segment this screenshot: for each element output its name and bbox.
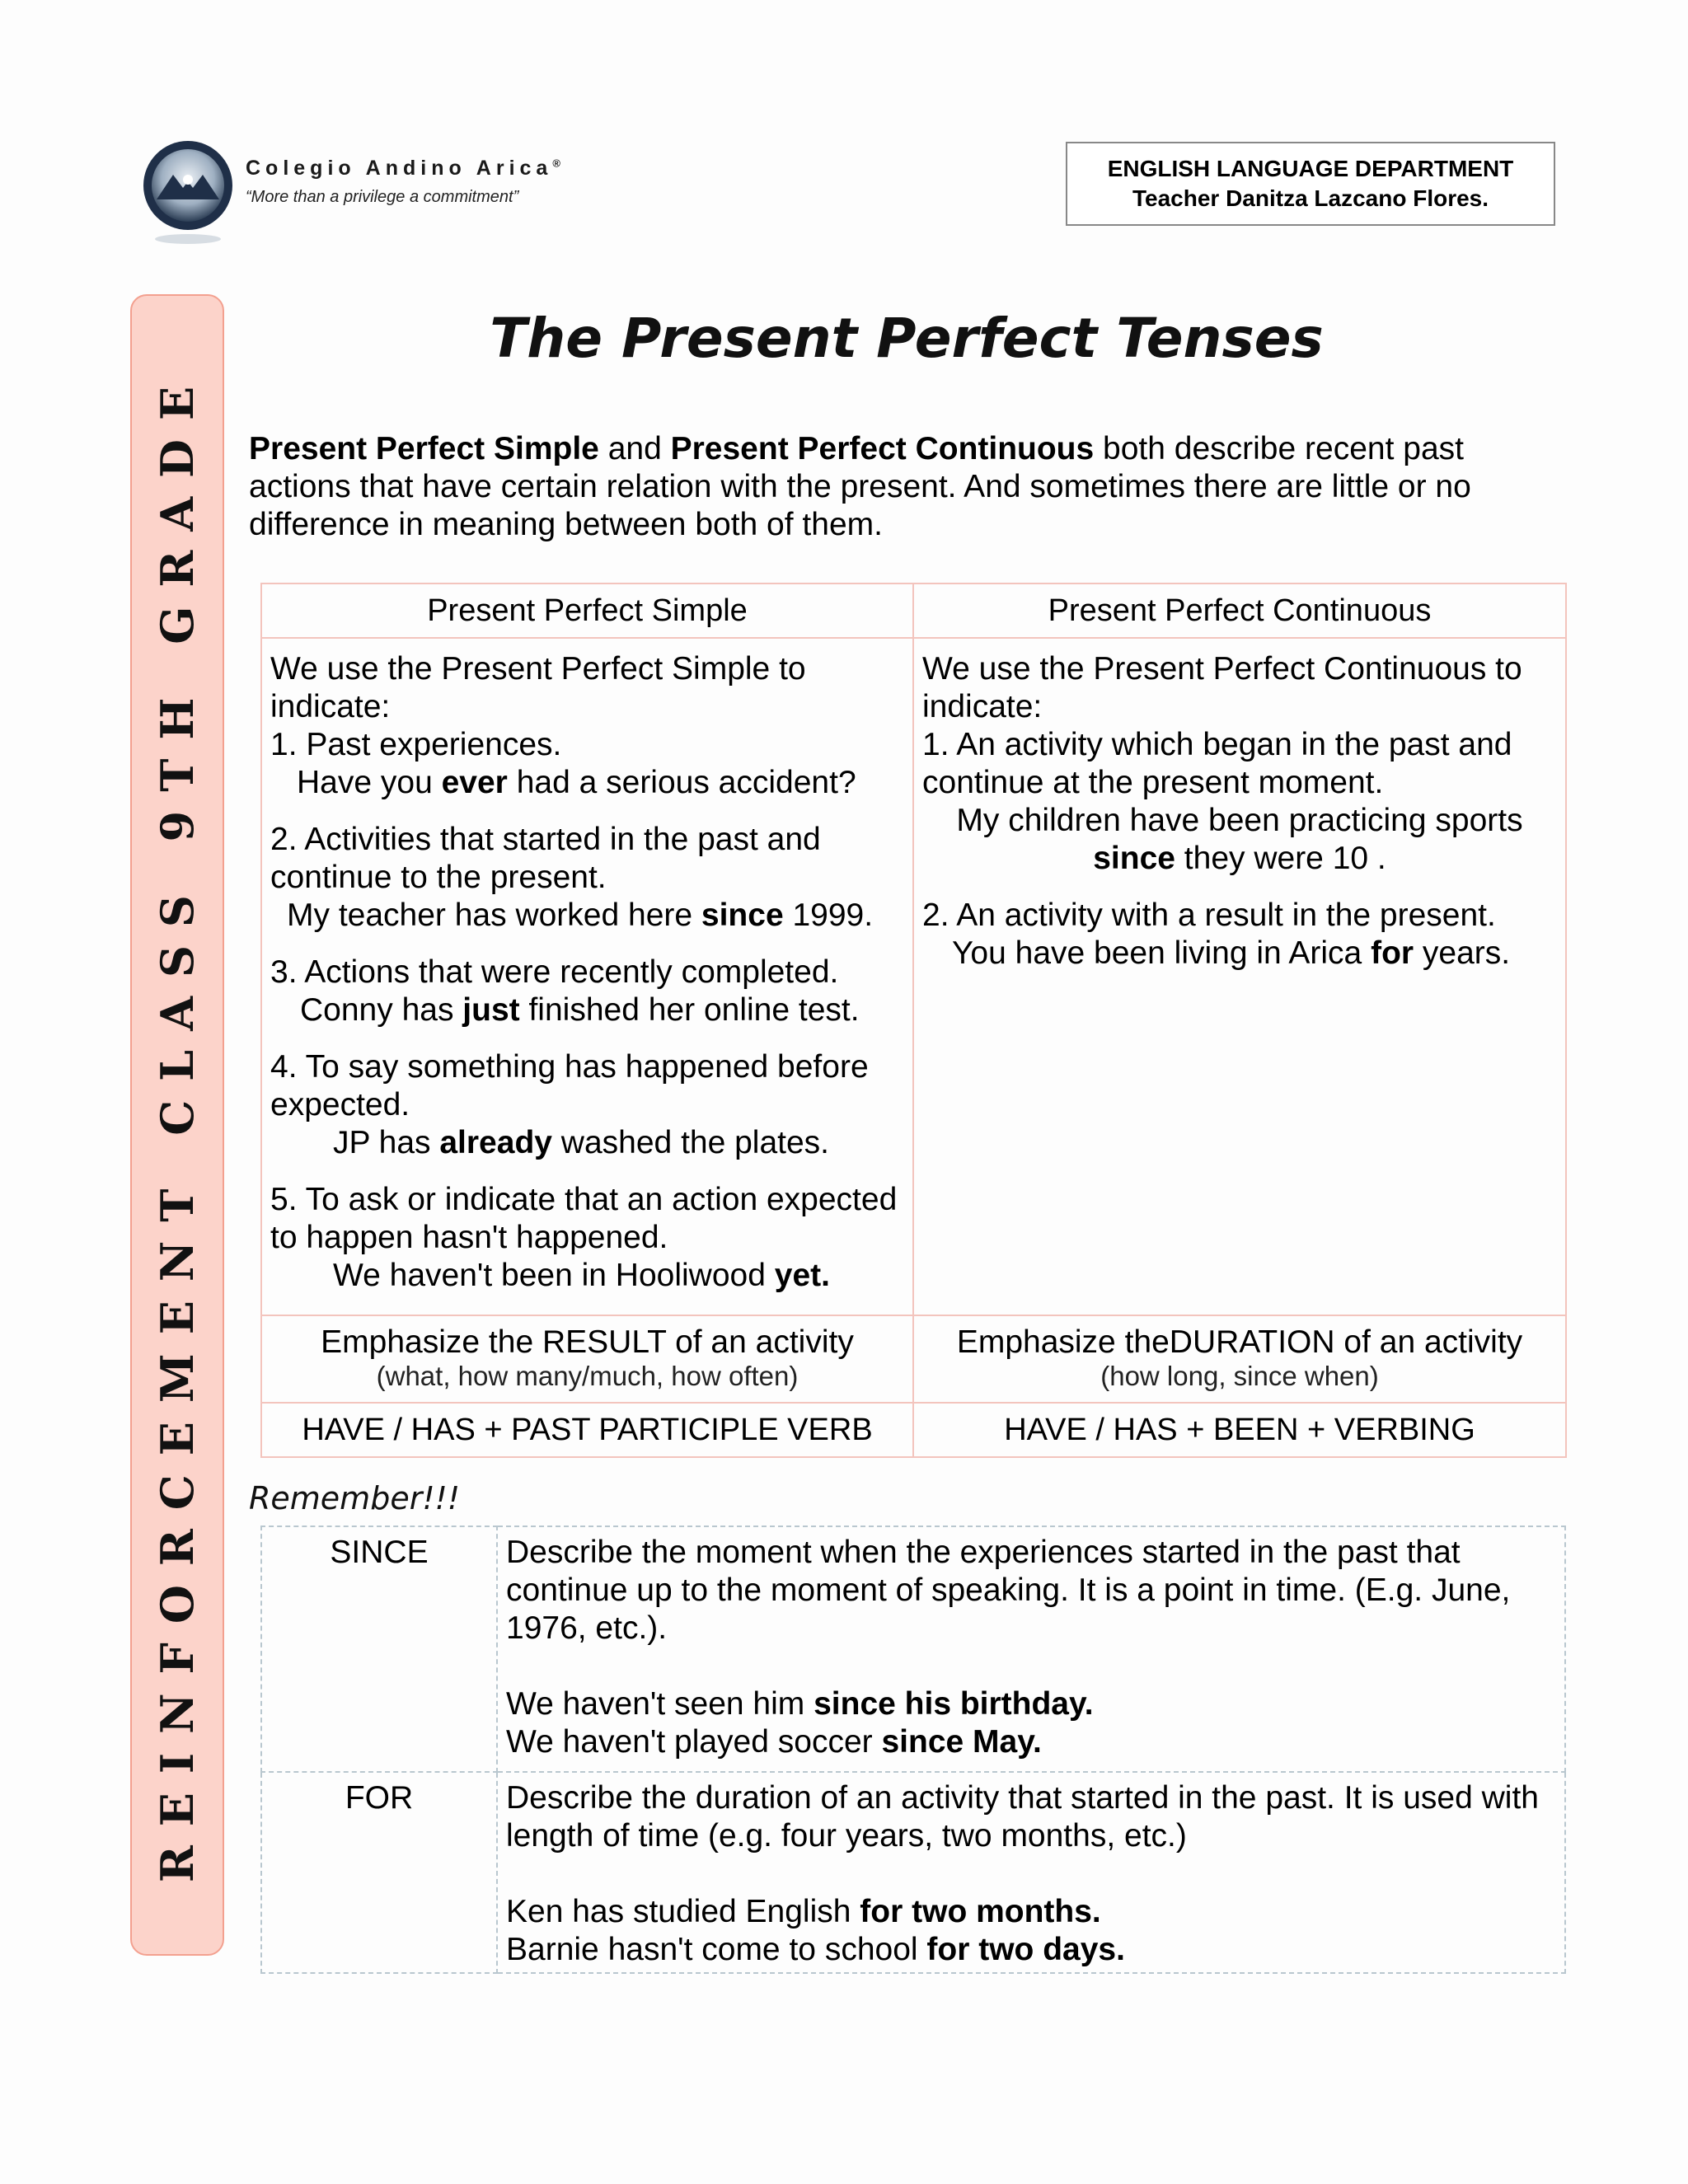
school-logo xyxy=(140,140,569,247)
remember-heading: Remember!!! xyxy=(249,1480,461,1516)
simple-formula: HAVE / HAS + PAST PARTICIPLE VERB xyxy=(261,1403,913,1457)
example-sentence: JP has already washed the plates. xyxy=(333,1125,830,1160)
continuous-usage-cell: We use the Present Perfect Continuous to indicate: 1. An activity which began in the past and continue at the present moment. My children have been practicing sports since they were 10 . 2. An activity with a result in the present. You have been living in Arica for years. xyxy=(913,638,1566,1315)
page-title: The Present Perfect Tenses xyxy=(490,307,1324,370)
example-sentence: Ken has studied English for two months. xyxy=(506,1894,1101,1929)
example-sentence: My children have been practicing sports since they were 10 . xyxy=(956,803,1523,876)
continuous-formula: HAVE / HAS + BEEN + VERBING xyxy=(913,1403,1566,1457)
header-continuous: Present Perfect Continuous xyxy=(913,583,1566,638)
simple-usage-cell: We use the Present Perfect Simple to indicate: 1. Past experiences. Have you ever had a serious accident? 2. Activities that started in the past and continue to the present. My teacher has worked here since 1999. 3. Actions that were recently completed. Conny has just finished her online test. 4. To say something has happened before expected. JP has already washed the plates. 5. To ask or indicate that an action expected to happen hasn't happened. We haven't been in Hooliwood yet. xyxy=(261,638,913,1315)
example-sentence: We haven't played soccer since May. xyxy=(506,1724,1042,1760)
department-name: ENGLISH LANGUAGE DEPARTMENT xyxy=(1107,156,1514,181)
teacher-name: Teacher Danitza Lazcano Flores. xyxy=(1132,185,1489,211)
comparison-table xyxy=(260,583,1567,1458)
for-description-cell: Describe the duration of an activity that started in the past. It is used with length of time (e.g. four years, two months, etc.) Ken has studied English for two months. Barnie hasn't come to school for two days. xyxy=(497,1772,1565,1973)
table-header-row xyxy=(261,583,1566,638)
side-tab-label: REINFORCEMENT CLASS 9TH GRADE xyxy=(151,367,204,1883)
example-sentence: Barnie hasn't come to school for two days. xyxy=(506,1932,1125,1967)
intro-paragraph: Present Perfect Simple and Present Perfect Continuous both describe recent past actions that have certain relation with the present. And sometimes there are little or no difference in meaning between both of them. xyxy=(249,431,1471,542)
formula-row xyxy=(261,1403,1566,1457)
remember-table xyxy=(260,1526,1566,1974)
example-sentence: We haven't been in Hooliwood yet. xyxy=(333,1258,830,1293)
continuous-emphasis-cell: Emphasize theDURATION of an activity (how long, since when) xyxy=(913,1315,1566,1403)
school-motto: “More than a privilege a commitment” xyxy=(246,188,519,206)
intro-term-continuous: Present Perfect Continuous xyxy=(670,431,1095,466)
for-row xyxy=(261,1772,1565,1973)
since-row xyxy=(261,1526,1565,1772)
side-tab xyxy=(130,294,224,1956)
example-sentence: You have been living in Arica for years. xyxy=(952,935,1511,971)
example-sentence: We haven't seen him since his birthday. xyxy=(506,1686,1094,1722)
header-simple: Present Perfect Simple xyxy=(261,583,913,638)
for-key: FOR xyxy=(261,1772,497,1973)
school-emblem-icon xyxy=(140,140,236,247)
simple-emphasis-cell: Emphasize the RESULT of an activity (what, how many/much, how often) xyxy=(261,1315,913,1403)
usage-row xyxy=(261,638,1566,1315)
department-box xyxy=(1066,142,1555,226)
example-sentence: Conny has just finished her online test. xyxy=(300,992,860,1028)
example-sentence: Have you ever had a serious accident? xyxy=(297,765,856,800)
since-key: SINCE xyxy=(261,1526,497,1772)
example-sentence: My teacher has worked here since 1999. xyxy=(287,898,874,933)
emphasis-row xyxy=(261,1315,1566,1403)
intro-term-simple: Present Perfect Simple xyxy=(249,431,599,466)
since-description-cell: Describe the moment when the experiences started in the past that continue up to the moment of speaking. It is a point in time. (E.g. June, 1976, etc.). We haven't seen him since his birthday. We haven't played soccer since May. xyxy=(497,1526,1565,1772)
school-name: Colegio Andino Arica® xyxy=(246,157,560,180)
